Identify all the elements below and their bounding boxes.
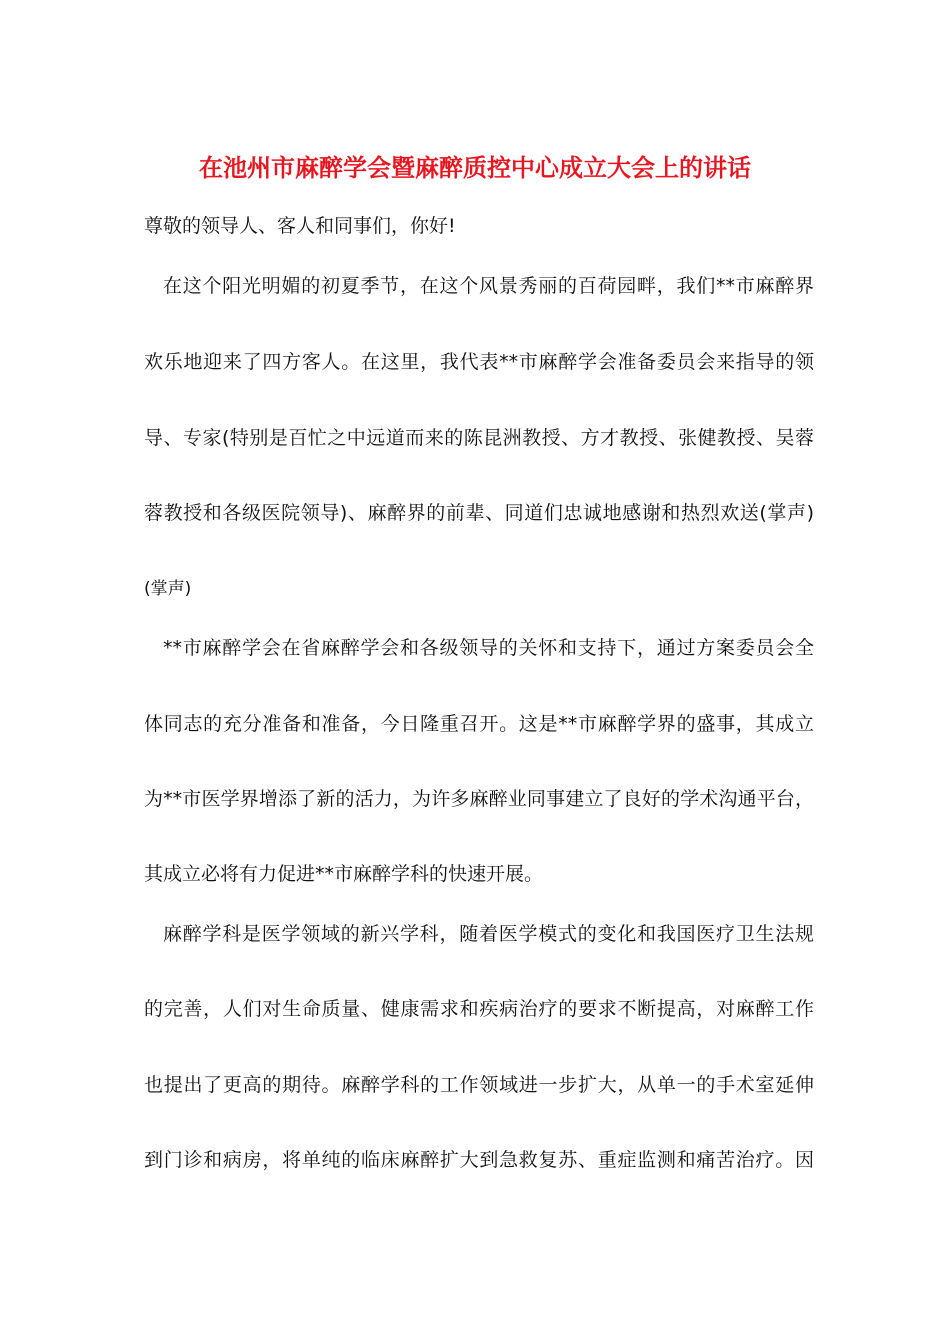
document-title: 在池州市麻醉学会暨麻醉质控中心成立大会上的讲话 xyxy=(199,153,751,182)
paragraph-line: 在这个阳光明媚的初夏季节，在这个风景秀丽的百荷园畔，我们**市麻醉界 xyxy=(163,275,814,297)
greeting-line: 尊敬的领导人、客人和同事们，你好! xyxy=(144,215,456,237)
paragraph-line: 蓉教授和各级医院领导)、麻醉界的前辈、同道们忠诚地感谢和热烈欢送(掌声) xyxy=(144,502,814,524)
paragraph-line: 欢乐地迎来了四方客人。在这里，我代表**市麻醉学会准备委员会来指导的领 xyxy=(144,351,814,373)
paragraph-line: 麻醉学科是医学领域的新兴学科，随着医学模式的变化和我国医疗卫生法规 xyxy=(163,923,814,945)
paragraph-line: 导、专家(特别是百忙之中远道而来的陈昆洲教授、方才教授、张健教授、吴蓉 xyxy=(144,427,814,449)
paragraph-line: 为**市医学界增添了新的活力，为许多麻醉业同事建立了良好的学术沟通平台， xyxy=(144,788,814,810)
paragraph-line: 其成立必将有力促进**市麻醉学科的快速开展。 xyxy=(144,863,544,885)
paragraph-line: 的完善，人们对生命质量、健康需求和疾病治疗的要求不断提高，对麻醉工作 xyxy=(144,998,814,1020)
paragraph-line: **市麻醉学会在省麻醉学会和各级领导的关怀和支持下，通过方案委员会全 xyxy=(163,637,814,659)
paragraph-line: (掌声) xyxy=(144,579,192,599)
paragraph-line: 也提出了更高的期待。麻醉学科的工作领域进一步扩大，从单一的手术室延伸 xyxy=(144,1074,814,1096)
paragraph-line: 体同志的充分准备和准备，今日隆重召开。这是**市麻醉学界的盛事，其成立 xyxy=(144,713,814,735)
paragraph-line: 到门诊和病房，将单纯的临床麻醉扩大到急救复苏、重症监测和痛苦治疗。因 xyxy=(144,1149,814,1171)
